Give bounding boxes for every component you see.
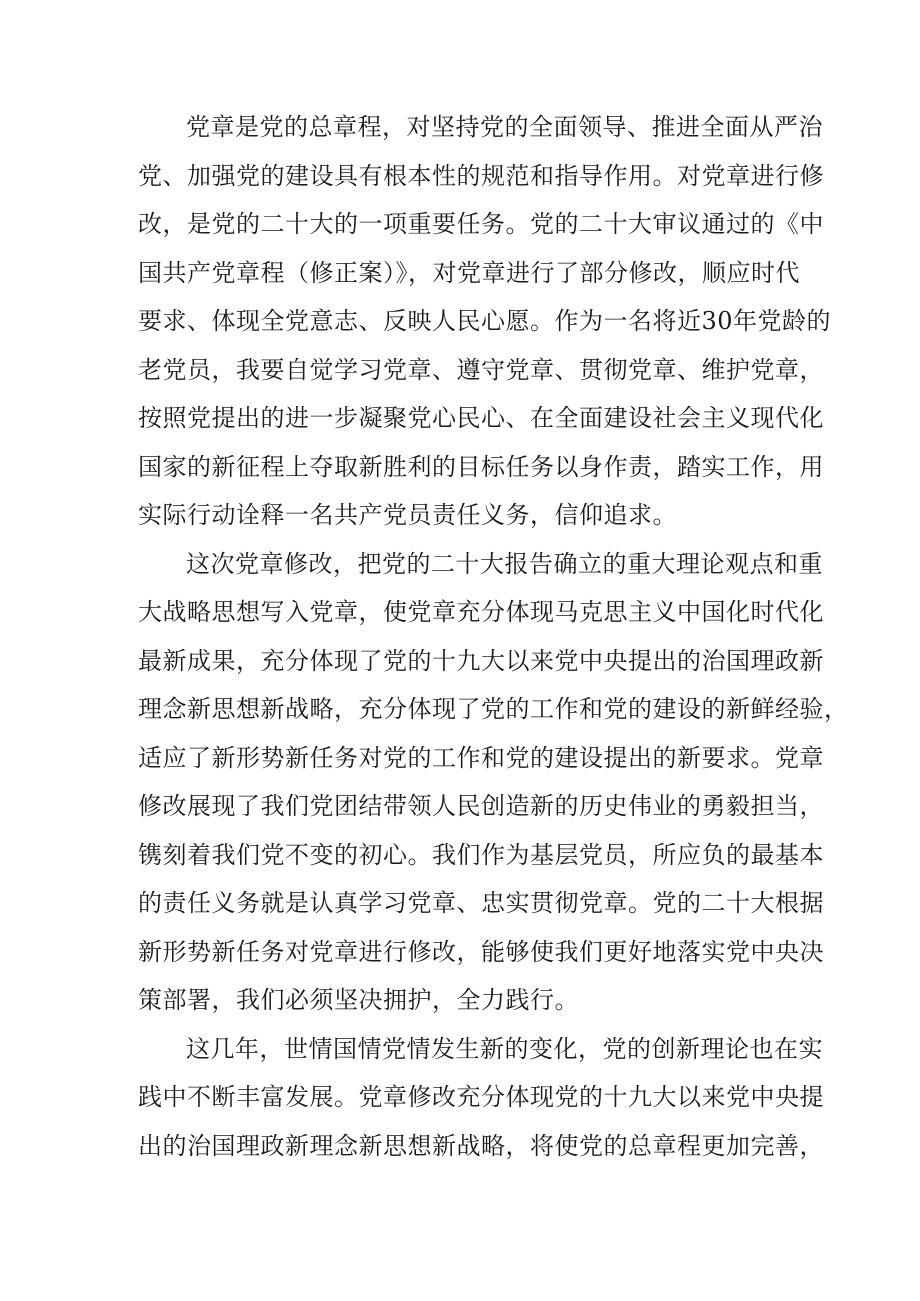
text-line: 策部署，我们必须坚决拥护，全力践行。 [138, 986, 579, 1014]
text-line: 党、加强党的建设具有根本性的规范和指导作用。对党章进行修 [138, 161, 824, 190]
text-line: 国家的新征程上夺取新胜利的目标任务以身作责，踏实工作，用 [138, 452, 824, 481]
text-line: 修改展现了我们党团结带领人民创造新的历史伟业的勇毅担当， [138, 792, 824, 820]
text-line: 改，是党的二十大的一项重要任务。党的二十大审议通过的《中 [138, 210, 824, 238]
text-line: 老党员，我要自觉学习党章、遵守党章、贯彻党章、维护党章， [138, 355, 824, 384]
text-line: 的责任义务就是认真学习党章、忠实贯彻党章。党的二十大根据 [138, 889, 824, 917]
paragraph-3 [138, 1025, 824, 1171]
text-line: 镌刻着我们党不变的初心。我们作为基层党员，所应负的最基本 [138, 840, 824, 869]
text-line: 最新成果，充分体现了党的十九大以来党中央提出的治国理政新 [138, 646, 824, 675]
text-line: 适应了新形势新任务对党的工作和党的建设提出的新要求。党章 [138, 743, 824, 772]
document-body [138, 103, 849, 1170]
text-line: 要求、体现全党意志、反映人民心愿。作为一名将近30年党龄的 [138, 307, 832, 335]
text-line: 实际行动诠释一名共产党员责任义务，信仰追求。 [138, 501, 677, 529]
text-line: 这几年，世情国情党情发生新的变化，党的创新理论也在实 [186, 1034, 823, 1063]
text-line: 这次党章修改，把党的二十大报告确立的重大理论观点和重 [186, 549, 823, 578]
paragraph-1 [138, 103, 832, 540]
paragraph-2 [138, 540, 849, 1025]
text-line: 出的治国理政新理念新思想新战略，将使党的总章程更加完善， [138, 1131, 824, 1160]
text-line: 国共产党章程（修正案）》，对党章进行了部分修改，顺应时代 [138, 258, 800, 287]
text-line: 理念新思想新战略，充分体现了党的工作和党的建设的新鲜经验， [138, 695, 849, 723]
text-line: 大战略思想写入党章，使党章充分体现马克思主义中国化时代化 [138, 598, 824, 626]
text-line: 践中不断丰富发展。党章修改充分体现党的十九大以来党中央提 [138, 1083, 824, 1111]
text-line: 新形势新任务对党章进行修改，能够使我们更好地落实党中央决 [138, 937, 824, 966]
text-line: 按照党提出的进一步凝聚党心民心、在全面建设社会主义现代化 [138, 404, 824, 432]
text-line: 党章是党的总章程，对坚持党的全面领导、推进全面从严治 [186, 113, 823, 141]
